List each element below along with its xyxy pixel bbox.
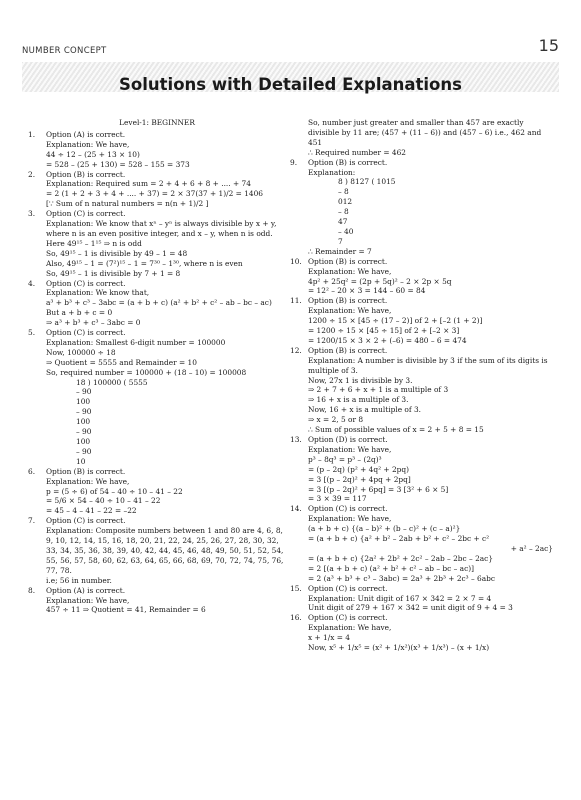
explanation-line: Explanation: Required sum = 2 + 4 + 6 + 8 + .... + 74 bbox=[46, 179, 251, 189]
solution-item bbox=[28, 130, 286, 170]
explanation-line: x + 1/x = 4 bbox=[308, 633, 351, 643]
explanation-line: a³ + b³ + c³ – 3abc = (a + b + c) (a² + b² + c² – ab – bc – ac) bbox=[46, 298, 272, 308]
solution-item bbox=[28, 516, 286, 585]
explanation-line: Explanation: We have, bbox=[308, 444, 392, 454]
explanation-line: = 1200/15 × 3 × 2 + (–6) = 480 – 6 = 474 bbox=[308, 335, 467, 345]
explanation-line: = (a + b + c) {a² + b² – 2ab + b² + c² – 2bc + c² bbox=[308, 534, 490, 544]
option-statement: Option (D) is correct. bbox=[308, 435, 388, 444]
question-number: 11. bbox=[290, 296, 302, 306]
explanation-line: 44 ÷ 12 – (25 + 13 × 10) bbox=[46, 149, 140, 159]
option-statement: Option (C) is correct. bbox=[308, 504, 388, 514]
solution-item bbox=[28, 586, 286, 616]
explanation-line: 457 ÷ 11 ⇒ Quotient = 41, Remainder = 6 bbox=[46, 605, 206, 615]
right-column bbox=[290, 118, 553, 653]
explanation-line: = 5/6 × 54 – 40 ÷ 10 – 41 – 22 bbox=[46, 496, 161, 506]
explanation-line: = 3 [(p – 2q)² + 4pq + 2pq] bbox=[308, 474, 411, 484]
option-statement: Option (C) is correct. bbox=[308, 613, 388, 623]
option-statement: Option (B) is correct. bbox=[308, 157, 388, 167]
explanation-line: Now, 100000 ÷ 18 bbox=[46, 347, 116, 357]
explanation-line: ∴ Required number = 462 bbox=[308, 147, 406, 157]
solution-item bbox=[290, 613, 553, 653]
explanation-line: = 2 [(a + b + c) (a² + b² + c² – ab – bc – ac)] bbox=[308, 563, 474, 573]
question-number: 4. bbox=[28, 278, 36, 288]
explanation-line: [∵ Sum of n natural numbers = n(n + 1)/2 ] bbox=[46, 199, 209, 209]
explanation-line: So, 49¹⁵ – 1 is divisible by 7 + 1 = 8 bbox=[46, 268, 181, 278]
explanation-line: Explanation: We know that, bbox=[46, 288, 150, 298]
explanation-line: = 2 (a³ + b³ + c³ – 3abc) = 2a³ + 2b³ + 2c³ – 6abc bbox=[308, 573, 495, 583]
level-heading: Level-1: BEGINNER bbox=[119, 118, 195, 127]
explanation-line: So, 49¹⁵ – 1 is divisible by 49 – 1 = 48 bbox=[46, 248, 188, 258]
explanation-line: Explanation: bbox=[308, 167, 356, 177]
explanation-line: Unit digit of 279 + 167 × 342 = unit digit of 9 + 4 = 3 bbox=[308, 603, 513, 613]
question-number: 7. bbox=[28, 516, 36, 526]
explanation-line: Explanation: Smallest 6-digit number = 100000 bbox=[46, 337, 226, 347]
solution-item bbox=[290, 158, 553, 257]
division-step: 100 bbox=[76, 437, 91, 446]
question-number: 5. bbox=[28, 328, 36, 338]
option-statement: Option (C) is correct. bbox=[46, 209, 126, 219]
explanation-line: p³ – 8q³ = p³ – (2q)³ bbox=[308, 454, 382, 464]
explanation-line: p = (5 ÷ 6) of 54 – 40 ÷ 10 – 41 – 22 bbox=[46, 486, 183, 496]
explanation-line: Explanation: Unit digit of 167 × 342 = 2 × 7 = 4 bbox=[308, 593, 492, 603]
division-step: – 90 bbox=[76, 387, 92, 397]
division-step: 8 ) 8127 ( 1015 bbox=[338, 177, 396, 187]
question-number: 14. bbox=[290, 504, 302, 514]
explanation-line: Explanation: We have, bbox=[46, 139, 130, 149]
page-title: Solutions with Detailed Explanations bbox=[119, 75, 462, 94]
option-statement: Option (C) is correct. bbox=[46, 328, 126, 338]
page-number: 15 bbox=[538, 36, 559, 55]
explanation-line: Here 49¹⁵ – 1¹⁵ ⇒ n is odd bbox=[46, 238, 142, 248]
question-number: 16. bbox=[290, 613, 302, 623]
option-statement: Option (C) is correct. bbox=[308, 583, 388, 593]
explanation-line: Now, x⁵ + 1/x⁵ = (x² + 1/x²)(x³ + 1/x³) – (x + 1/x) bbox=[308, 643, 490, 653]
question-number: 15. bbox=[290, 583, 302, 593]
division-step: 7 bbox=[338, 236, 343, 246]
explanation-line: i.e; 56 in number. bbox=[46, 575, 112, 585]
explanation-line: Also, 49¹⁵ – 1 = (7²)¹⁵ – 1 = 7³⁰ – 1³⁰, where n is even bbox=[46, 258, 243, 268]
explanation-line: Explanation: We have, bbox=[308, 514, 392, 524]
left-solutions bbox=[28, 130, 286, 615]
long-division bbox=[308, 177, 553, 246]
long-division bbox=[46, 378, 286, 467]
explanation-line: = 2 (1 + 2 + 3 + 4 + .... + 37) = 2 × 37(37 + 1)/2 = 1406 bbox=[46, 189, 263, 199]
explanation-line: Now, 16 + x is a multiple of 3. bbox=[308, 405, 422, 415]
division-step: – 90 bbox=[76, 407, 92, 417]
option-statement: Option (B) is correct. bbox=[308, 256, 388, 266]
solution-item bbox=[28, 209, 286, 278]
explanation-line: Explanation: We have, bbox=[46, 595, 130, 605]
solution-item bbox=[28, 170, 286, 210]
option-statement: Option (B) is correct. bbox=[308, 345, 388, 355]
explanation-line: ⇒ 2 + 7 + 6 + x + 1 is a multiple of 3 bbox=[308, 385, 449, 395]
division-step: – 90 bbox=[76, 446, 92, 456]
question-number: 10. bbox=[290, 256, 302, 266]
explanation-line: Explanation: We have, bbox=[308, 306, 392, 316]
chapter-name: NUMBER CONCEPT bbox=[22, 46, 107, 56]
option-statement: Option (A) is correct. bbox=[46, 129, 126, 139]
explanation-line: (a + b + c) {(a – b)² + (b – c)² + (c – a)²} bbox=[308, 524, 461, 534]
explanation-line: = 3 [(p – 2q)² + 6pq] = 3 [3² + 6 × 5] bbox=[308, 484, 449, 494]
explanation-line: Explanation: We know that xⁿ – yⁿ is always divisible by x + y, where n is an even positive integer, and x – y, when n is odd. bbox=[46, 219, 277, 238]
question-number: 3. bbox=[28, 209, 36, 219]
option-statement: Option (B) is correct. bbox=[46, 466, 126, 476]
explanation-line: Explanation: A number is divisible by 3 if the sum of its digits is multiple of 3. bbox=[308, 355, 548, 375]
question-number: 13. bbox=[290, 435, 302, 444]
explanation-line: = 1200 ÷ 15 × [45 ÷ 15] of 2 + [–2 × 3] bbox=[308, 326, 460, 336]
explanation-line: Now, 27x 1 is divisible by 3. bbox=[308, 375, 413, 385]
explanation-line: = 45 – 4 – 41 – 22 = –22 bbox=[46, 506, 137, 516]
division-step: 10 bbox=[76, 456, 86, 466]
explanation-line: Explanation: We have, bbox=[308, 623, 392, 633]
explanation-line: = (a + b + c) {2a² + 2b² + 2c² – 2ab – 2bc – 2ac} bbox=[308, 553, 494, 563]
division-step: 100 bbox=[76, 417, 91, 427]
explanation-line: = 12² – 20 × 3 = 144 – 60 = 84 bbox=[308, 286, 426, 296]
question-number: 8. bbox=[28, 585, 36, 595]
explanation-line: So, number just greater and smaller than 457 are exactly divisible by 11 are; (457 + (11 – 6)) and (457 – 6) i.e., 462 and 451 bbox=[308, 118, 542, 147]
question-number: 9. bbox=[290, 157, 298, 167]
explanation-line: So, required number = 100000 + (18 – 10) = 100008 bbox=[46, 367, 247, 377]
division-step: – 40 bbox=[338, 226, 354, 236]
division-step: 18 ) 100000 ( 5555 bbox=[76, 377, 148, 387]
solution-item bbox=[28, 328, 286, 467]
explanation-line: 4p² + 25q² = (2p + 5q)² – 2 × 2p × 5q bbox=[308, 276, 452, 286]
running-header bbox=[22, 36, 559, 63]
solution-item bbox=[28, 467, 286, 517]
question-number: 12. bbox=[290, 345, 302, 355]
explanation-line: Explanation: We have, bbox=[308, 266, 392, 276]
explanation-line: = 528 – (25 + 130) = 528 – 155 = 373 bbox=[46, 159, 190, 169]
explanation-line: Explanation: Composite numbers between 1 and 80 are 4, 6, 8, 9, 10, 12, 14, 15, 16, 18, 20, 21, 22, 24, 25, 26, 27, 28, 30, 32, 33, 34, 35, 36, 38, 39, 40, 42, 44, 45, 46, 48, 49, 50, 51, 52, 54, 55, 56, 57, 58, 60, 62, 63, 64, 65, 66, 68, 69, 70, 72, 74, 75, 76, 77, 78. bbox=[46, 526, 284, 575]
division-step: – 8 bbox=[338, 187, 349, 197]
explanation-line: ⇒ a³ + b³ + c³ – 3abc = 0 bbox=[46, 318, 141, 328]
option-statement: Option (C) is correct. bbox=[46, 278, 126, 288]
question-number: 6. bbox=[28, 466, 36, 476]
solution-item bbox=[290, 296, 553, 346]
left-column bbox=[28, 118, 286, 615]
solution-item bbox=[290, 257, 553, 297]
division-step: – 8 bbox=[338, 207, 349, 217]
solution-item bbox=[290, 584, 553, 614]
division-step: 012 bbox=[338, 197, 353, 207]
option-statement: Option (B) is correct. bbox=[46, 169, 126, 179]
explanation-line: + a² – 2ac} bbox=[510, 543, 553, 553]
explanation-line: ⇒ 16 + x is a multiple of 3. bbox=[308, 395, 409, 405]
explanation-line: 1200 ÷ 15 × [45 ÷ (17 – 2)] of 2 + [–2 (1 + 2)] bbox=[308, 316, 483, 326]
solution-item bbox=[290, 435, 553, 504]
right-solutions bbox=[290, 118, 553, 653]
option-statement: Option (C) is correct. bbox=[46, 516, 126, 526]
division-step: 47 bbox=[338, 217, 348, 227]
solution-item bbox=[28, 279, 286, 329]
explanation-line: Explanation: We have, bbox=[46, 476, 130, 486]
division-step: 100 bbox=[76, 397, 91, 407]
explanation-line: ∴ Remainder = 7 bbox=[308, 246, 372, 256]
option-statement: Option (B) is correct. bbox=[308, 296, 388, 306]
explanation-line: But a + b + c = 0 bbox=[46, 308, 113, 318]
explanation-line: ∴ Sum of possible values of x = 2 + 5 + 8 = 15 bbox=[308, 425, 484, 435]
explanation-line: = (p – 2q) (p² + 4q² + 2pq) bbox=[308, 464, 410, 474]
explanation-line: = 3 × 39 = 117 bbox=[308, 494, 367, 504]
solution-item bbox=[290, 346, 553, 435]
option-statement: Option (A) is correct. bbox=[46, 585, 126, 595]
question-number: 1. bbox=[28, 129, 36, 139]
question-number: 2. bbox=[28, 169, 36, 179]
solution-item bbox=[290, 504, 553, 583]
solution-item bbox=[290, 118, 553, 158]
division-step: – 90 bbox=[76, 427, 92, 437]
explanation-line: ⇒ x = 2, 5 or 8 bbox=[308, 415, 364, 425]
explanation-line: ⇒ Quotient = 5555 and Remainder = 10 bbox=[46, 357, 197, 367]
